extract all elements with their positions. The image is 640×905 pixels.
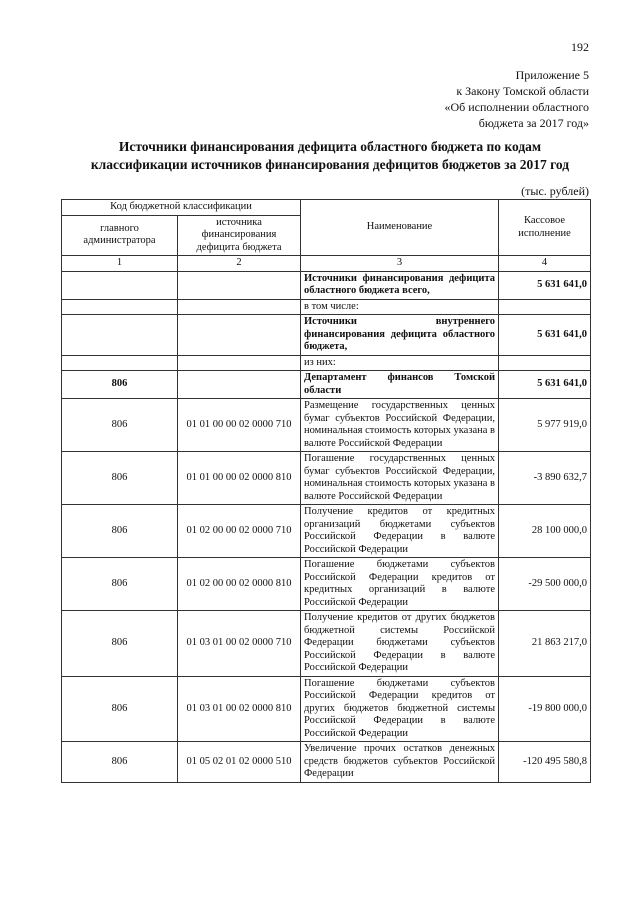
admin-code-cell — [62, 315, 178, 356]
col-number: 1 — [62, 256, 178, 272]
appendix-line: Приложение 5 — [515, 68, 589, 82]
table-row — [62, 299, 591, 315]
header-source: источника финансирования дефицита бюджета — [178, 215, 301, 256]
name-cell: Размещение государственных ценных бумаг субъектов Российской Федерации, номинальная стоимость которых указана в валюте Российской Федерации — [301, 399, 499, 452]
table-row — [62, 371, 591, 399]
value-cell: -29 500 000,0 — [499, 558, 591, 611]
col-number: 4 — [499, 256, 591, 272]
admin-code-cell: 806 — [62, 505, 178, 558]
value-cell: 5 631 641,0 — [499, 315, 591, 356]
name-cell: Источники финансирования дефицита областного бюджета всего, — [301, 271, 499, 299]
header-admin: главного администратора — [62, 215, 178, 256]
source-code-cell: 01 01 00 00 02 0000 810 — [178, 452, 301, 505]
value-cell: 28 100 000,0 — [499, 505, 591, 558]
value-cell: 5 631 641,0 — [499, 371, 591, 399]
value-cell: 21 863 217,0 — [499, 611, 591, 677]
col-number: 3 — [301, 256, 499, 272]
appendix-line: «Об исполнении областного — [444, 100, 589, 114]
table-row — [62, 505, 591, 558]
source-code-cell: 01 03 01 00 02 0000 810 — [178, 676, 301, 742]
document-title — [60, 138, 600, 174]
table-row — [62, 611, 591, 677]
table-row — [62, 355, 591, 371]
value-cell: -120 495 580,8 — [499, 742, 591, 783]
value-cell — [499, 355, 591, 371]
appendix-note — [329, 67, 589, 131]
table-row — [62, 742, 591, 783]
admin-code-cell — [62, 271, 178, 299]
column-numbers-row — [62, 256, 591, 272]
col-number: 2 — [178, 256, 301, 272]
table-row — [62, 271, 591, 299]
admin-code-cell: 806 — [62, 611, 178, 677]
table-row — [62, 452, 591, 505]
table-row — [62, 399, 591, 452]
header-cash-execution: Кассовое исполнение — [499, 200, 591, 256]
admin-code-cell: 806 — [62, 558, 178, 611]
admin-code-cell — [62, 299, 178, 315]
sources-table — [61, 199, 591, 783]
source-code-cell: 01 01 00 00 02 0000 710 — [178, 399, 301, 452]
title-line: Источники финансирования дефицита областного бюджета по кодам — [118, 139, 542, 154]
value-cell: -3 890 632,7 — [499, 452, 591, 505]
name-cell: Погашение бюджетами субъектов Российской Федерации кредитов от кредитных организаций в валюте Российской Федерации — [301, 558, 499, 611]
source-code-cell: 01 02 00 00 02 0000 710 — [178, 505, 301, 558]
units-label: (тыс. рублей) — [521, 184, 589, 198]
value-cell — [499, 299, 591, 315]
source-code-cell — [178, 355, 301, 371]
admin-code-cell: 806 — [62, 452, 178, 505]
table-row — [62, 315, 591, 356]
name-cell: Погашение государственных ценных бумаг субъектов Российской Федерации, номинальная стоимость которых указана в валюте Российской Федерации — [301, 452, 499, 505]
appendix-line: к Закону Томской области — [456, 84, 589, 98]
table-row — [62, 558, 591, 611]
header-budget-code: Код бюджетной классификации — [62, 200, 301, 216]
name-cell: Источники внутреннего финансирования дефицита областного бюджета, — [301, 315, 499, 356]
source-code-cell — [178, 315, 301, 356]
table-row — [62, 676, 591, 742]
source-code-cell — [178, 271, 301, 299]
appendix-line: бюджета за 2017 год» — [478, 116, 589, 130]
header-name: Наименование — [301, 200, 499, 256]
source-code-cell: 01 03 01 00 02 0000 710 — [178, 611, 301, 677]
name-cell: Увеличение прочих остатков денежных средств бюджетов субъектов Российской Федерации — [301, 742, 499, 783]
name-cell: Получение кредитов от кредитных организаций бюджетами субъектов Российской Федерации в валюте Российской Федерации — [301, 505, 499, 558]
name-cell: Получение кредитов от других бюджетов бюджетной системы Российской Федерации бюджетами субъектов Российской Федерации в валюте Российской Федерации — [301, 611, 499, 677]
source-code-cell — [178, 371, 301, 399]
admin-code-cell: 806 — [62, 742, 178, 783]
value-cell: 5 631 641,0 — [499, 271, 591, 299]
header-row — [62, 200, 591, 216]
source-code-cell: 01 05 02 01 02 0000 510 — [178, 742, 301, 783]
name-cell: в том числе: — [301, 299, 499, 315]
admin-code-cell: 806 — [62, 399, 178, 452]
name-cell: Погашение бюджетами субъектов Российской Федерации кредитов от других бюджетов бюджетной системы Российской Федерации в валюте Российской Федерации — [301, 676, 499, 742]
source-code-cell: 01 02 00 00 02 0000 810 — [178, 558, 301, 611]
value-cell: -19 800 000,0 — [499, 676, 591, 742]
title-line: классификации источников финансирования дефицитов бюджетов за 2017 год — [90, 157, 570, 172]
page-number: 192 — [571, 40, 589, 54]
name-cell: из них: — [301, 355, 499, 371]
admin-code-cell — [62, 355, 178, 371]
admin-code-cell: 806 — [62, 371, 178, 399]
source-code-cell — [178, 299, 301, 315]
admin-code-cell: 806 — [62, 676, 178, 742]
name-cell: Департамент финансов Томской области — [301, 371, 499, 399]
value-cell: 5 977 919,0 — [499, 399, 591, 452]
